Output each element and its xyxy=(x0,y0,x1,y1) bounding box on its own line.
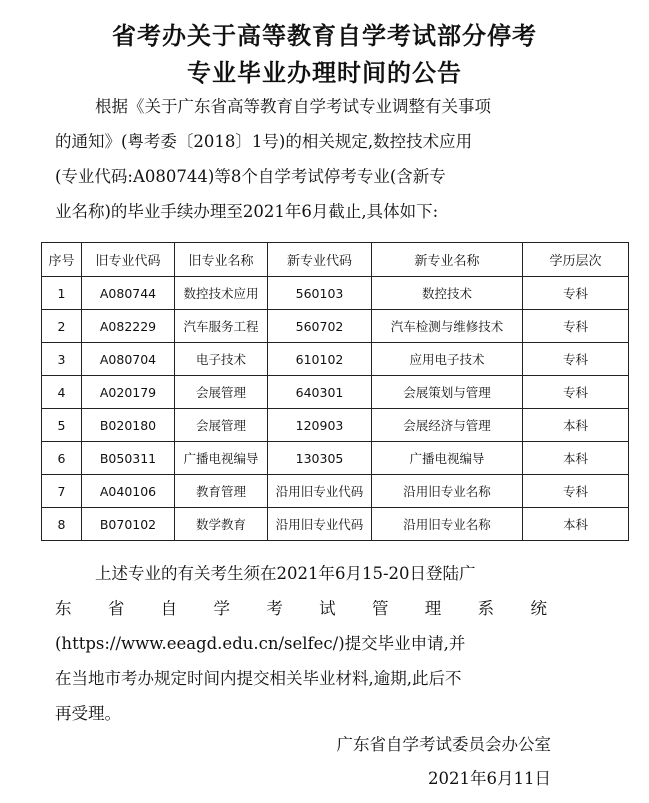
header-new-name: 新专业名称 xyxy=(372,243,523,277)
cell-new-name: 沿用旧专业名称 xyxy=(372,475,523,508)
cell-new-code: 沿用旧专业代码 xyxy=(268,475,372,508)
table-row xyxy=(42,310,629,343)
cell-new-name: 沿用旧专业名称 xyxy=(372,508,523,541)
table-row xyxy=(42,277,629,310)
intro-line: 根据《关于广东省高等教育自学考试专业调整有关事项 xyxy=(95,97,491,116)
notice-title-line-2: 专业毕业办理时间的公告 xyxy=(187,59,462,87)
cell-old-code: B020180 xyxy=(82,409,175,442)
cell-serial: 3 xyxy=(42,343,82,376)
cell-new-name: 会展经济与管理 xyxy=(372,409,523,442)
closing-char: 东 xyxy=(55,599,72,618)
closing-char: 学 xyxy=(213,599,230,618)
header-serial: 序号 xyxy=(42,243,82,277)
cell-old-code: A040106 xyxy=(82,475,175,508)
cell-level: 本科 xyxy=(523,442,629,475)
closing-char: 统 xyxy=(530,599,547,618)
cell-serial: 4 xyxy=(42,376,82,409)
intro-line: 的通知》(粤考委〔2018〕1号)的相关规定,数控技术应用 xyxy=(55,132,473,151)
cell-new-code: 120903 xyxy=(268,409,372,442)
closing-char: 试 xyxy=(319,599,336,618)
closing-char: 系 xyxy=(477,599,495,618)
intro-line: (专业代码:A080744)等8个自学考试停考专业(含新专 xyxy=(55,167,446,186)
cell-level: 本科 xyxy=(523,508,629,541)
cell-new-name: 数控技术 xyxy=(372,277,523,310)
cell-old-code: A020179 xyxy=(82,376,175,409)
cell-old-name: 数控技术应用 xyxy=(175,277,268,310)
table-row xyxy=(42,376,629,409)
cell-new-code: 沿用旧专业代码 xyxy=(268,508,372,541)
table-row xyxy=(42,475,629,508)
notice-title-line-1: 省考办关于高等教育自学考试部分停考 xyxy=(112,22,537,50)
cell-level: 专科 xyxy=(523,310,629,343)
cell-old-code: A082229 xyxy=(82,310,175,343)
table-row xyxy=(42,442,629,475)
cell-old-name: 教育管理 xyxy=(175,475,268,508)
closing-line: 上述专业的有关考生须在2021年6月15-20日登陆广 xyxy=(95,564,476,583)
cell-new-code: 610102 xyxy=(268,343,372,376)
closing-char: 考 xyxy=(266,599,283,618)
closing-char: 自 xyxy=(160,599,178,618)
cell-level: 专科 xyxy=(523,475,629,508)
table-header-row xyxy=(42,243,629,277)
cell-old-name: 会展管理 xyxy=(175,376,268,409)
header-old-name: 旧专业名称 xyxy=(175,243,268,277)
cell-new-name: 会展策划与管理 xyxy=(372,376,523,409)
closing-line-spaced xyxy=(55,598,547,620)
cell-new-name: 广播电视编导 xyxy=(372,442,523,475)
header-new-code: 新专业代码 xyxy=(268,243,372,277)
closing-line: 在当地市考办规定时间内提交相关毕业材料,逾期,此后不 xyxy=(55,669,462,688)
cell-old-code: A080704 xyxy=(82,343,175,376)
cell-old-name: 会展管理 xyxy=(175,409,268,442)
cell-serial: 8 xyxy=(42,508,82,541)
cell-old-code: B070102 xyxy=(82,508,175,541)
closing-char: 省 xyxy=(107,599,125,618)
cell-serial: 2 xyxy=(42,310,82,343)
cell-new-name: 汽车检测与维修技术 xyxy=(372,310,523,343)
cell-level: 专科 xyxy=(523,277,629,310)
closing-char: 理 xyxy=(424,599,442,618)
cell-new-code: 130305 xyxy=(268,442,372,475)
cell-new-code: 560702 xyxy=(268,310,372,343)
cell-serial: 6 xyxy=(42,442,82,475)
closing-char: 管 xyxy=(371,599,389,618)
cell-old-name: 汽车服务工程 xyxy=(175,310,268,343)
cell-new-code: 560103 xyxy=(268,277,372,310)
table-row xyxy=(42,508,629,541)
cell-level: 专科 xyxy=(523,376,629,409)
closing-line: 再受理。 xyxy=(55,704,121,723)
cell-old-code: A080744 xyxy=(82,277,175,310)
cell-serial: 7 xyxy=(42,475,82,508)
intro-line: 业名称)的毕业手续办理至2021年6月截止,具体如下: xyxy=(55,202,439,221)
closing-line-url: (https://www.eeagd.edu.cn/selfec/)提交毕业申请,并 xyxy=(55,634,466,653)
cell-old-name: 数学教育 xyxy=(175,508,268,541)
cell-level: 本科 xyxy=(523,409,629,442)
table-row xyxy=(42,409,629,442)
table-row xyxy=(42,343,629,376)
cell-old-name: 电子技术 xyxy=(175,343,268,376)
signature-date: 2021年6月11日 xyxy=(428,769,551,788)
cell-new-code: 640301 xyxy=(268,376,372,409)
cell-old-name: 广播电视编导 xyxy=(175,442,268,475)
cell-new-name: 应用电子技术 xyxy=(372,343,523,376)
cell-serial: 5 xyxy=(42,409,82,442)
cell-serial: 1 xyxy=(42,277,82,310)
cell-old-code: B050311 xyxy=(82,442,175,475)
cell-level: 专科 xyxy=(523,343,629,376)
signature-org: 广东省自学考试委员会办公室 xyxy=(336,735,551,754)
majors-table xyxy=(41,242,629,541)
header-old-code: 旧专业代码 xyxy=(82,243,175,277)
header-level: 学历层次 xyxy=(523,243,629,277)
